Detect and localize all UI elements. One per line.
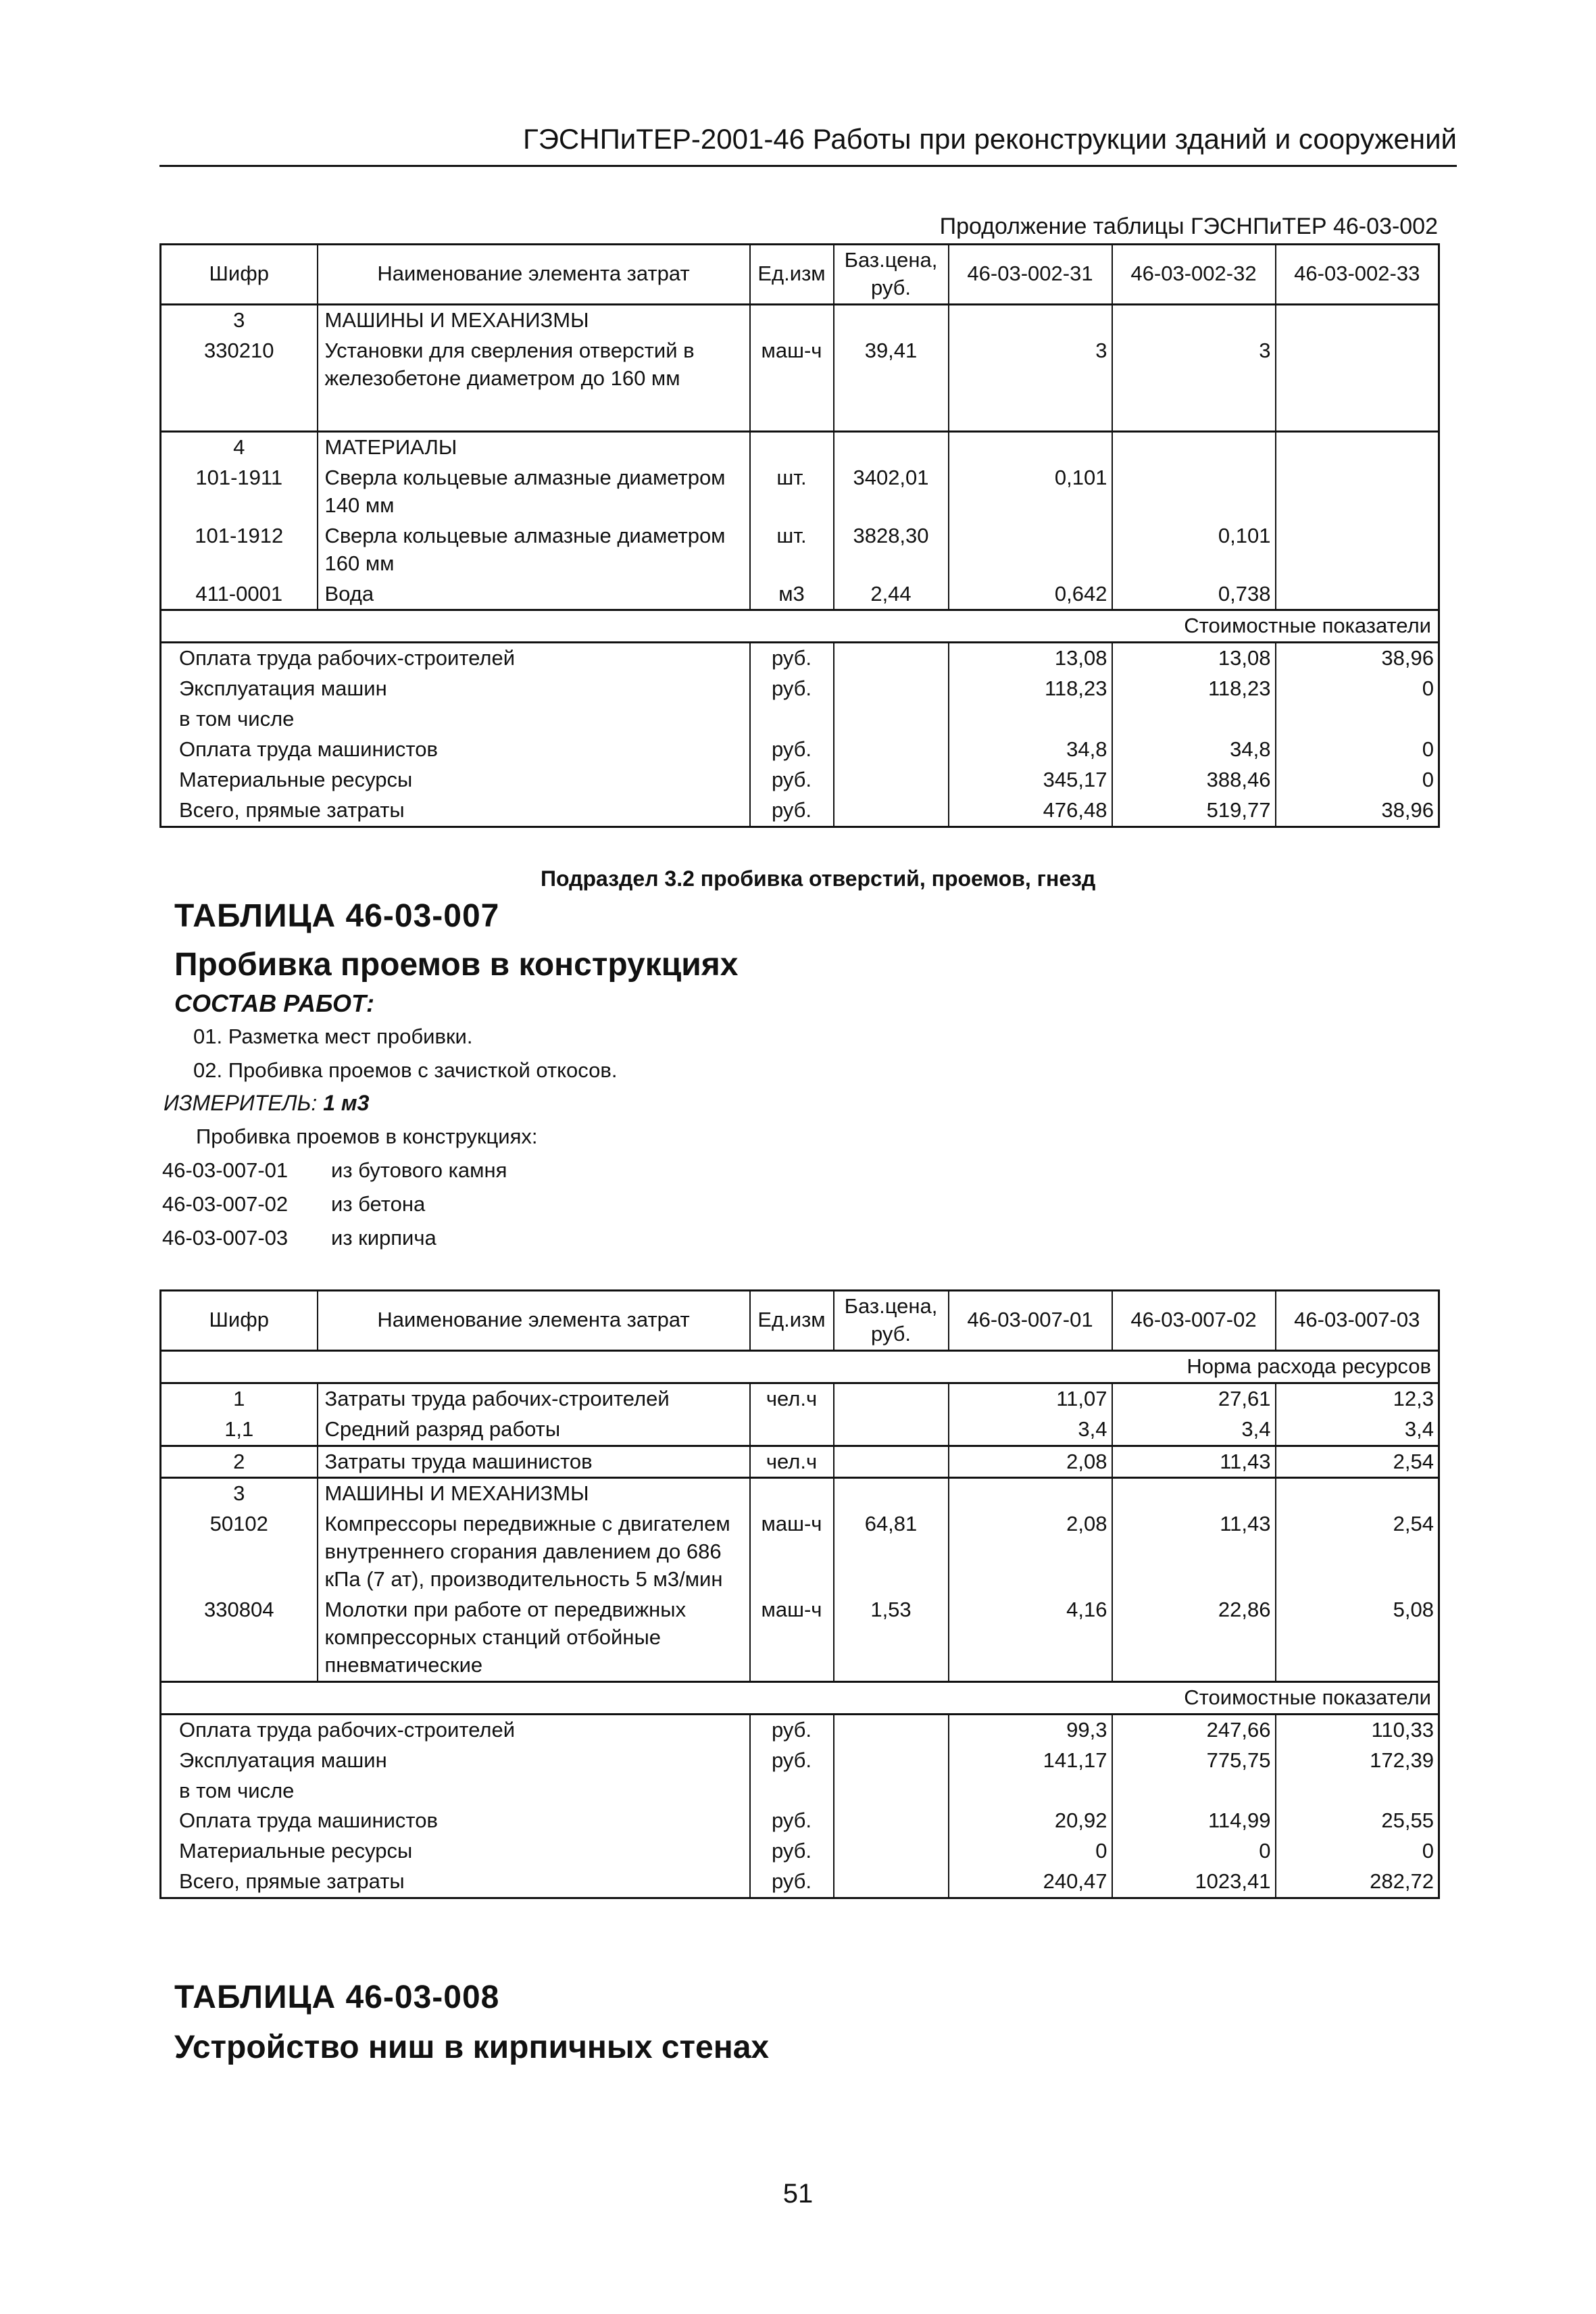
summary-v3: 38,96 — [1276, 795, 1439, 827]
row-code: 50102 — [161, 1509, 318, 1595]
summary-name: Материальные ресурсы — [161, 765, 750, 795]
table-continuation-caption: Продолжение таблицы ГЭСНПиТЕР 46-03-002 — [939, 214, 1438, 239]
row-code: 3 — [161, 1478, 318, 1509]
summary-v3: 172,39 — [1276, 1746, 1439, 1776]
summary-unit: руб. — [750, 1836, 834, 1867]
work-item: 01. Разметка мест пробивки. — [193, 1025, 473, 1048]
summary-v3: 0 — [1276, 674, 1439, 704]
summary-unit: руб. — [750, 674, 834, 704]
table-row — [161, 1414, 1439, 1446]
row-code: 1 — [161, 1383, 318, 1414]
summary-v1: 99,3 — [949, 1714, 1112, 1745]
row-price: 3402,01 — [834, 463, 949, 521]
row-v1: 4,16 — [949, 1595, 1112, 1681]
row-unit: шт. — [750, 521, 834, 579]
summary-name: Оплата труда рабочих-строителей — [161, 1714, 750, 1745]
summary-row — [161, 795, 1439, 827]
summary-row — [161, 735, 1439, 765]
row-code: 4 — [161, 432, 318, 463]
table-name-46-03-008: Устройство ниш в кирпичных стенах — [174, 2029, 770, 2065]
summary-name: Оплата труда машинистов — [161, 1806, 750, 1836]
row-name: Сверла кольцевые алмазные диаметром 160 мм — [318, 521, 750, 579]
col-header-v1: 46-03-007-01 — [949, 1291, 1112, 1351]
summary-row — [161, 1776, 1439, 1806]
row-unit: маш-ч — [750, 1509, 834, 1595]
summary-v3: 0 — [1276, 1836, 1439, 1867]
summary-v2: 388,46 — [1112, 765, 1276, 795]
table-row — [161, 432, 1439, 463]
summary-v3: 38,96 — [1276, 643, 1439, 674]
row-v3: 12,3 — [1276, 1383, 1439, 1414]
row-v1: 0,642 — [949, 579, 1112, 610]
row-price: 1,53 — [834, 1595, 949, 1681]
col-header-v2: 46-03-007-02 — [1112, 1291, 1276, 1351]
row-v2: 11,43 — [1112, 1446, 1276, 1478]
row-v2: 0,101 — [1112, 521, 1276, 579]
summary-row — [161, 1714, 1439, 1745]
col-header-name: Наименование элемента затрат — [318, 245, 750, 305]
row-v2: 0,738 — [1112, 579, 1276, 610]
row-name: Молотки при работе от передвижных компрессорных станций отбойные пневматические — [318, 1595, 750, 1681]
summary-v1: 345,17 — [949, 765, 1112, 795]
row-name: МАШИНЫ И МЕХАНИЗМЫ — [318, 304, 750, 335]
summary-row — [161, 1836, 1439, 1867]
table-row — [161, 1383, 1439, 1414]
list-item-text: из кирпича — [331, 1226, 437, 1250]
measurement-unit — [164, 1091, 369, 1116]
row-name: Затраты труда рабочих-строителей — [318, 1383, 750, 1414]
work-item: 02. Пробивка проемов с зачисткой откосов. — [193, 1058, 618, 1082]
row-unit: м3 — [750, 579, 834, 610]
row-code: 2 — [161, 1446, 318, 1478]
list-item — [162, 1158, 507, 1183]
summary-name: Всего, прямые затраты — [161, 795, 750, 827]
summary-unit: руб. — [750, 1806, 834, 1836]
col-header-code: Шифр — [161, 245, 318, 305]
table-row — [161, 1478, 1439, 1509]
row-unit: маш-ч — [750, 336, 834, 394]
row-name: Вода — [318, 579, 750, 610]
summary-name: Эксплуатация машин — [161, 1746, 750, 1776]
row-v3: 2,54 — [1276, 1509, 1439, 1595]
table-row — [161, 463, 1439, 521]
row-unit: чел.ч — [750, 1446, 834, 1478]
row-price: 64,81 — [834, 1509, 949, 1595]
summary-v3: 25,55 — [1276, 1806, 1439, 1836]
row-code: 330210 — [161, 336, 318, 394]
list-heading: Пробивка проемов в конструкциях: — [196, 1125, 538, 1148]
page-number: 51 — [782, 2179, 814, 2209]
summary-v2: 118,23 — [1112, 674, 1276, 704]
summary-v1: 240,47 — [949, 1867, 1112, 1898]
row-v2: 11,43 — [1112, 1509, 1276, 1595]
band-label: Стоимостные показатели — [161, 1681, 1439, 1714]
summary-name: в том числе — [161, 704, 750, 735]
row-code: 101-1911 — [161, 463, 318, 521]
list-item-code: 46-03-007-03 — [162, 1226, 289, 1250]
row-unit: маш-ч — [750, 1595, 834, 1681]
summary-v2: 775,75 — [1112, 1746, 1276, 1776]
row-v1: 3,4 — [949, 1414, 1112, 1446]
summary-row — [161, 765, 1439, 795]
summary-v2: 13,08 — [1112, 643, 1276, 674]
table-name-46-03-007: Пробивка проемов в конструкциях — [174, 947, 739, 983]
col-header-v2: 46-03-002-32 — [1112, 245, 1276, 305]
table-row — [161, 304, 1439, 335]
summary-v3: 0 — [1276, 765, 1439, 795]
row-v1: 0,101 — [949, 463, 1112, 521]
summary-v1: 20,92 — [949, 1806, 1112, 1836]
col-header-v3: 46-03-002-33 — [1276, 245, 1439, 305]
col-header-price: Баз.цена, руб. — [834, 1291, 949, 1351]
row-v3: 5,08 — [1276, 1595, 1439, 1681]
subsection-title: Подраздел 3.2 пробивка отверстий, проемов, гнезд — [541, 866, 1096, 891]
col-header-unit: Ед.изм — [750, 245, 834, 305]
list-item-code: 46-03-007-01 — [162, 1158, 289, 1182]
row-unit: чел.ч — [750, 1383, 834, 1414]
row-name: Компрессоры передвижные с двигателем внутреннего сгорания давлением до 686 кПа (7 ат), производительность 5 м3/мин — [318, 1509, 750, 1595]
summary-v2: 114,99 — [1112, 1806, 1276, 1836]
summary-name: Материальные ресурсы — [161, 1836, 750, 1867]
row-v1 — [949, 521, 1112, 579]
table-row — [161, 1446, 1439, 1478]
summary-unit: руб. — [750, 795, 834, 827]
list-item — [162, 1192, 425, 1216]
col-header-price: Баз.цена, руб. — [834, 245, 949, 305]
summary-v1: 13,08 — [949, 643, 1112, 674]
summary-unit: руб. — [750, 1746, 834, 1776]
summary-v1: 0 — [949, 1836, 1112, 1867]
row-v2: 27,61 — [1112, 1383, 1276, 1414]
row-v3 — [1276, 521, 1439, 579]
cost-indicators-band — [161, 610, 1439, 643]
resource-norm-band — [161, 1350, 1439, 1383]
row-price: 2,44 — [834, 579, 949, 610]
row-code: 1,1 — [161, 1414, 318, 1446]
row-v3 — [1276, 463, 1439, 521]
summary-unit: руб. — [750, 1714, 834, 1745]
row-name: МАТЕРИАЛЫ — [318, 432, 750, 463]
row-v3 — [1276, 579, 1439, 610]
summary-unit: руб. — [750, 735, 834, 765]
table-row — [161, 1509, 1439, 1595]
row-price: 3828,30 — [834, 521, 949, 579]
table-row — [161, 521, 1439, 579]
summary-v3: 282,72 — [1276, 1867, 1439, 1898]
summary-row — [161, 1867, 1439, 1898]
row-v1: 11,07 — [949, 1383, 1112, 1414]
row-v2 — [1112, 463, 1276, 521]
list-item-text: из бетона — [331, 1192, 426, 1216]
row-code: 411-0001 — [161, 579, 318, 610]
summary-row — [161, 674, 1439, 704]
summary-v3: 0 — [1276, 735, 1439, 765]
list-item-text: из бутового камня — [331, 1158, 507, 1182]
table-title-46-03-008: ТАБЛИЦА 46-03-008 — [174, 1979, 500, 2015]
summary-unit: руб. — [750, 643, 834, 674]
summary-name: Оплата труда рабочих-строителей — [161, 643, 750, 674]
summary-name: Оплата труда машинистов — [161, 735, 750, 765]
cost-table-46-03-002 — [159, 243, 1440, 828]
summary-unit: руб. — [750, 1867, 834, 1898]
row-name: Сверла кольцевые алмазные диаметром 140 мм — [318, 463, 750, 521]
col-header-v3: 46-03-007-03 — [1276, 1291, 1439, 1351]
col-header-code: Шифр — [161, 1291, 318, 1351]
row-v3 — [1276, 336, 1439, 394]
summary-v2: 34,8 — [1112, 735, 1276, 765]
row-v2: 3,4 — [1112, 1414, 1276, 1446]
row-code: 3 — [161, 304, 318, 335]
col-header-unit: Ед.изм — [750, 1291, 834, 1351]
row-v1: 2,08 — [949, 1509, 1112, 1595]
summary-v3: 110,33 — [1276, 1714, 1439, 1745]
row-v2: 22,86 — [1112, 1595, 1276, 1681]
row-name: МАШИНЫ И МЕХАНИЗМЫ — [318, 1478, 750, 1509]
row-v1: 3 — [949, 336, 1112, 394]
running-header: ГЭСНПиТЕР-2001-46 Работы при реконструкции зданий и сооружений — [159, 123, 1457, 167]
col-header-v1: 46-03-002-31 — [949, 245, 1112, 305]
summary-v2: 0 — [1112, 1836, 1276, 1867]
row-unit: шт. — [750, 463, 834, 521]
band-label: Норма расхода ресурсов — [161, 1350, 1439, 1383]
row-price: 39,41 — [834, 336, 949, 394]
row-name: Установки для сверления отверстий в железобетоне диаметром до 160 мм — [318, 336, 750, 394]
summary-row — [161, 1806, 1439, 1836]
row-name: Затраты труда машинистов — [318, 1446, 750, 1478]
summary-row — [161, 1746, 1439, 1776]
row-code: 101-1912 — [161, 521, 318, 579]
table-title-46-03-007: ТАБЛИЦА 46-03-007 — [174, 898, 500, 934]
cost-table-46-03-007 — [159, 1289, 1440, 1899]
list-item — [162, 1226, 437, 1250]
summary-v2: 247,66 — [1112, 1714, 1276, 1745]
row-v3: 3,4 — [1276, 1414, 1439, 1446]
col-header-name: Наименование элемента затрат — [318, 1291, 750, 1351]
table-row — [161, 1595, 1439, 1681]
summary-name: Эксплуатация машин — [161, 674, 750, 704]
row-v1: 2,08 — [949, 1446, 1112, 1478]
cost-indicators-band — [161, 1681, 1439, 1714]
summary-unit: руб. — [750, 765, 834, 795]
work-composition-label: СОСТАВ РАБОТ: — [174, 989, 374, 1017]
summary-v1: 476,48 — [949, 795, 1112, 827]
summary-name: Всего, прямые затраты — [161, 1867, 750, 1898]
table-row — [161, 336, 1439, 394]
summary-v1: 34,8 — [949, 735, 1112, 765]
meter-value: 1 м3 — [323, 1091, 370, 1115]
summary-v1: 141,17 — [949, 1746, 1112, 1776]
meter-label: ИЗМЕРИТЕЛЬ: — [164, 1091, 318, 1115]
summary-v2: 1023,41 — [1112, 1867, 1276, 1898]
summary-row — [161, 643, 1439, 674]
list-item-code: 46-03-007-02 — [162, 1192, 289, 1216]
summary-v1: 118,23 — [949, 674, 1112, 704]
summary-row — [161, 704, 1439, 735]
row-v3: 2,54 — [1276, 1446, 1439, 1478]
row-v2: 3 — [1112, 336, 1276, 394]
summary-name: в том числе — [161, 1776, 750, 1806]
row-code: 330804 — [161, 1595, 318, 1681]
table-row — [161, 579, 1439, 610]
band-label: Стоимостные показатели — [161, 610, 1439, 643]
summary-v2: 519,77 — [1112, 795, 1276, 827]
row-name: Средний разряд работы — [318, 1414, 750, 1446]
